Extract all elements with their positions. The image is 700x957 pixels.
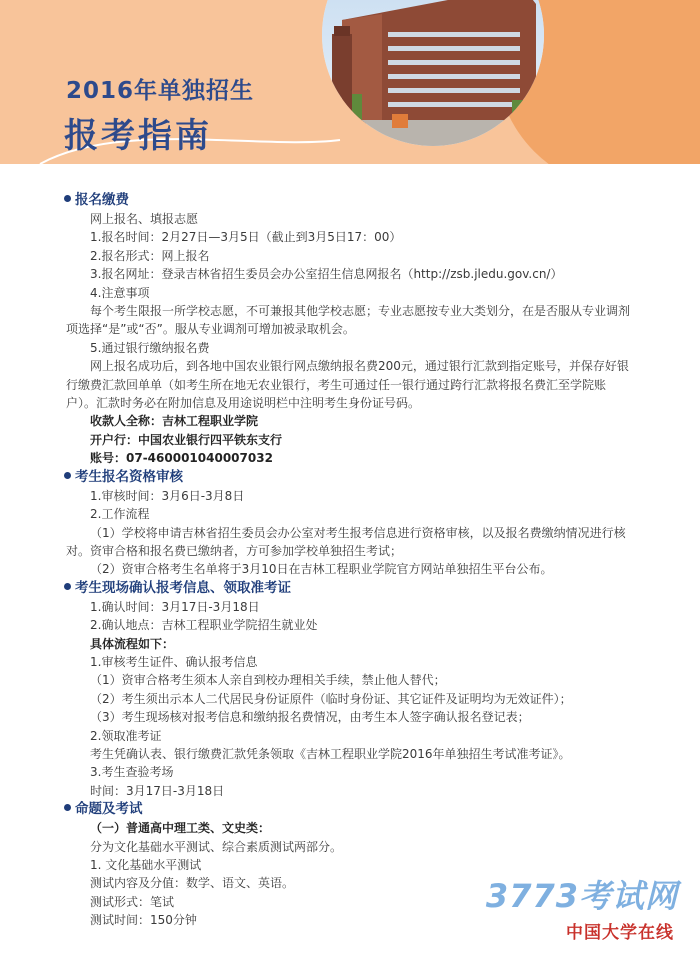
- text-line: 具体流程如下：: [90, 636, 175, 651]
- watermark-logo: 3773考试网: [485, 877, 678, 915]
- bullet-icon: [64, 472, 71, 479]
- text-line: 对。资审合格和报名费已缴纳者，方可参加学校单独招生考试；: [66, 543, 403, 558]
- text-line: 行缴费汇款回单单（如考生所在地无农业银行，考生可通过任一银行通过跨行汇款将报名费汇至学院账: [66, 377, 607, 392]
- text-line: 网上报名成功后，到各地中国农业银行网点缴纳报名费200元，通过银行汇款到指定账号，并保存好银: [90, 359, 629, 374]
- text-line: （一）普通高中理工类、文史类：: [90, 821, 271, 836]
- text-line: 1.审核时间：3月6日-3月8日: [90, 488, 245, 503]
- text-line: 2.报名形式：网上报名: [90, 248, 210, 263]
- text-line: 3.考生查验考场: [90, 765, 174, 780]
- text-line: 2.领取准考证: [90, 728, 162, 743]
- section-heading: [64, 468, 686, 487]
- text-line: （2）资审合格考生名单将于3月10日在吉林工程职业学院官方网站单独招生平台公布。: [90, 562, 553, 577]
- guide-content: [66, 191, 686, 930]
- text-line: 分为文化基础水平测试、综合素质测试两部分。: [90, 839, 343, 854]
- text-line: （1）学校将申请吉林省招生委员会办公室对考生报考信息进行资格审核，以及报名费缴纳情况进行核: [90, 525, 626, 540]
- text-line: 1. 文化基础水平测试: [90, 858, 202, 872]
- text-line: 2.确认地点：吉林工程职业学院招生就业处: [90, 618, 318, 633]
- header-banner: [0, 0, 700, 164]
- section-heading-text: 考生现场确认报考信息、领取准考证: [75, 579, 291, 596]
- text-line: 考生凭确认表、银行缴费汇款凭条领取《吉林工程职业学院2016年单独招生考试准考证》。: [90, 746, 571, 761]
- text-line: 每个考生限报一所学校志愿，不可兼报其他学校志愿；专业志愿按专业大类划分，在是否服从专业调剂: [90, 304, 631, 319]
- text-line: 1.确认时间：3月17日-3月18日: [90, 599, 260, 614]
- text-line: 户）。汇款时务必在附加信息及用途说明栏中注明考生身份证号码。: [66, 396, 421, 411]
- section-heading-text: 命题及考试: [75, 801, 143, 818]
- section-heading: [64, 579, 686, 598]
- bullet-icon: [64, 804, 71, 811]
- text-line: 5.通过银行缴纳报名费: [90, 340, 210, 355]
- text-line: 3.报名网址：登录吉林省招生委员会办公室招生信息网报名（http://zsb.jledu.gov.cn/）: [90, 267, 563, 282]
- watermark-subtitle: 中国大学在线: [566, 923, 674, 943]
- text-line: 4.注意事项: [90, 285, 150, 300]
- section-heading: [64, 800, 686, 819]
- text-line: 测试时间：150分钟: [90, 913, 197, 928]
- section-heading-text: 考生报名资格审核: [75, 468, 183, 485]
- text-line: 收款人全称：吉林工程职业学院: [90, 414, 259, 429]
- page-title: 报考指南: [64, 116, 212, 156]
- bullet-icon: [64, 583, 71, 590]
- text-line: 测试形式：笔试: [90, 894, 175, 909]
- text-line: （1）资审合格考生须本人亲自到校办理相关手续，禁止他人替代；: [90, 673, 446, 688]
- text-line: 2.工作流程: [90, 507, 150, 522]
- text-line: 时间：3月17日-3月18日: [90, 783, 225, 798]
- text-line: （2）考生须出示本人二代居民身份证原件（临时身份证、其它证件及证明均为无效证件）；: [90, 691, 572, 706]
- text-line: 测试内容及分值：数学、语文、英语。: [90, 876, 295, 891]
- bullet-icon: [64, 195, 71, 202]
- text-line: 项选择“是”或“否”。服从专业调剂可增加被录取机会。: [66, 322, 355, 337]
- text-line: 账号：07-460001040007032: [90, 451, 273, 466]
- text-line: 1.报名时间：2月27日—3月5日（截止到3月5日17：00）: [90, 230, 402, 245]
- text-line: （3）考生现场核对报考信息和缴纳报名费情况，由考生本人签字确认报名登记表；: [90, 710, 530, 725]
- page-subtitle: 2016年单独招生: [66, 78, 255, 104]
- section-heading-text: 报名缴费: [75, 192, 129, 208]
- text-line: 开户行：中国农业银行四平铁东支行: [90, 432, 283, 447]
- text-line: 1.审核考生证件、确认报考信息: [90, 654, 258, 669]
- section-heading: [64, 191, 686, 210]
- text-line: 网上报名、填报志愿: [90, 212, 199, 226]
